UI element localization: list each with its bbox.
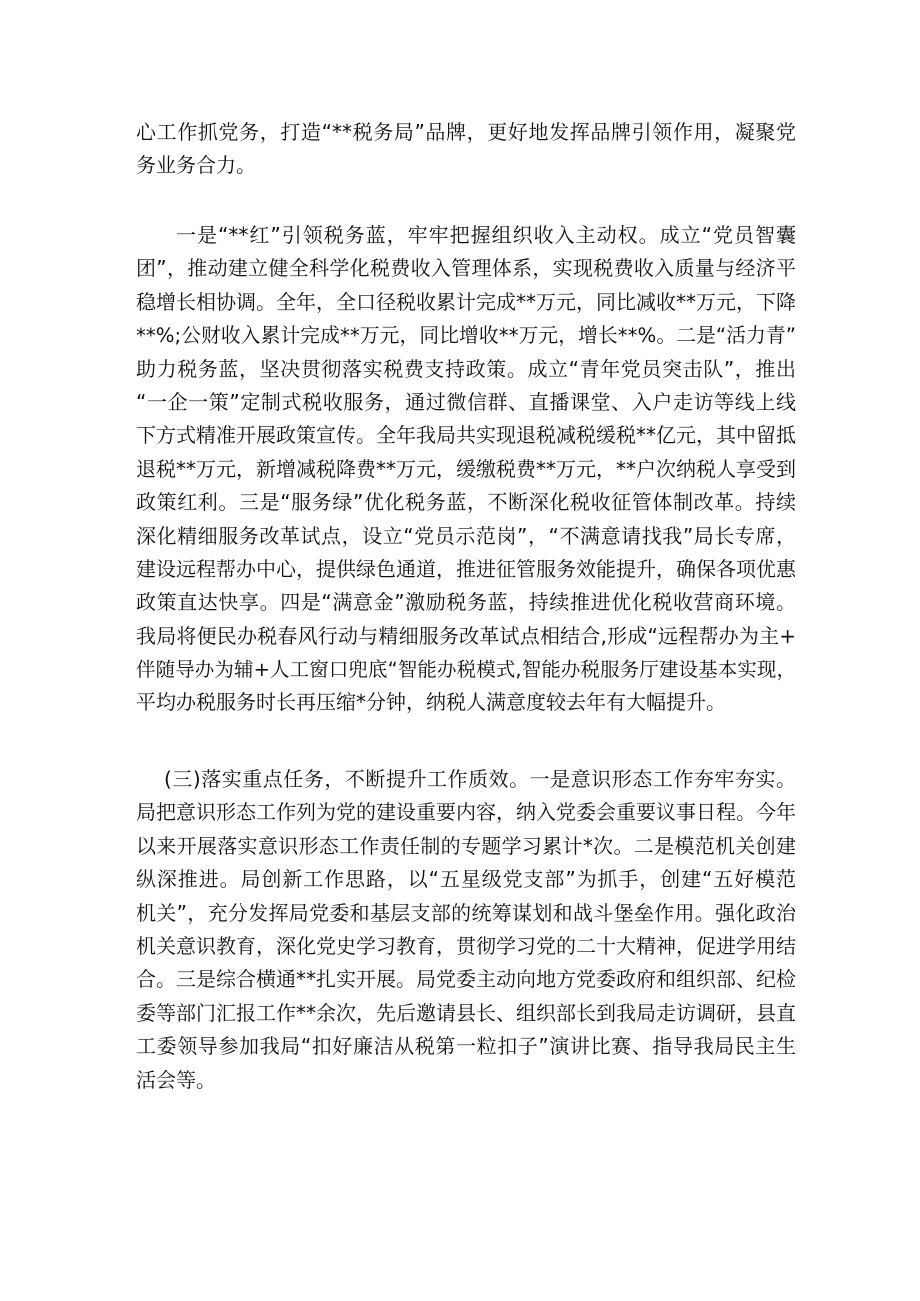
text-line: 局把意识形态工作列为党的建设重要内容，纳入党委会重要议事日程。今年	[136, 800, 796, 825]
text-line: 一是“**红”引领税务蓝，牢牢把握组织收入主动权。成立“党员智囊	[176, 223, 796, 247]
text-line: 政策红利。三是“服务绿”优化税务蓝，不断深化税收征管体制改革。持续	[136, 490, 796, 515]
text-line: 助力税务蓝，坚决贯彻落实税费支持政策。成立“青年党员突击队”，推出	[136, 356, 796, 381]
text-line: 合。三是综合横通**扎实开展。局党委主动向地方党委政府和组织部、纪检	[136, 967, 796, 992]
text-line: 务业务合力。	[136, 153, 256, 178]
text-line: 活会等。	[136, 1067, 216, 1092]
text-line: (三)落实重点任务，不断提升工作质效。一是意识形态工作夯牢夯实。	[164, 767, 796, 791]
text-line: 退税**万元，新增减税降费**万元，缓缴税费**万元，**户次纳税人享受到	[136, 456, 796, 481]
text-line: 机关意识教育，深化党史学习教育，贯彻学习党的二十大精神，促进学用结	[136, 933, 796, 958]
text-line: 平均办税服务时长再压缩*分钟，纳税人满意度较去年有大幅提升。	[136, 690, 726, 715]
paragraph-2	[136, 219, 796, 720]
text-line: 团”，推动建立健全科学化税费收入管理体系，实现税费收入质量与经济平	[136, 256, 796, 281]
text-line: 稳增长相协调。全年，全口径税收累计完成**万元，同比减收**万元，下降	[136, 289, 796, 314]
text-line: “一企一策”定制式税收服务，通过微信群、直播课堂、入户走访等线上线	[136, 389, 796, 414]
text-line: 政策直达快享。四是“满意金”激励税务蓝，持续推进优化税收营商环境。	[136, 590, 796, 615]
text-line: 心工作抓党务，打造“**税务局”品牌，更好地发挥品牌引领作用，凝聚党	[136, 120, 796, 144]
paragraph-3	[136, 763, 796, 1097]
text-line: 纵深推进。局创新工作思路，以“五星级党支部”为抓手，创建“五好模范	[136, 867, 796, 892]
paragraph-1	[136, 116, 796, 183]
text-line: 伴随导办为辅+人工窗口兜底“智能办税模式,智能办税服务厅建设基本实现，	[136, 658, 796, 682]
text-line: 下方式精准开展政策宣传。全年我局共实现退税减税缓税**亿元，其中留抵	[136, 423, 796, 448]
text-line: 机关”，充分发挥局党委和基层支部的统筹谋划和战斗堡垒作用。强化政治	[136, 900, 796, 925]
text-line: 委等部门汇报工作**余次，先后邀请县长、组织部长到我局走访调研，县直	[136, 1000, 796, 1025]
text-line: **%;公财收入累计完成**万元，同比增收**万元，增长**%。二是“活力青”	[136, 324, 796, 348]
text-line: 我局将便民办税春风行动与精细服务改革试点相结合,形成“远程帮办为主+	[136, 623, 796, 648]
text-line: 以来开展落实意识形态工作责任制的专题学习累计*次。二是模范机关创建	[136, 833, 796, 858]
text-line: 深化精细服务改革试点，设立“党员示范岗”，“不满意请找我”局长专席，	[136, 523, 796, 548]
text-line: 建设远程帮办中心，提供绿色通道，推进征管服务效能提升，确保各项优惠	[136, 556, 796, 581]
text-line: 工委领导参加我局“扣好廉洁从税第一粒扣子”演讲比赛、指导我局民主生	[136, 1034, 796, 1059]
